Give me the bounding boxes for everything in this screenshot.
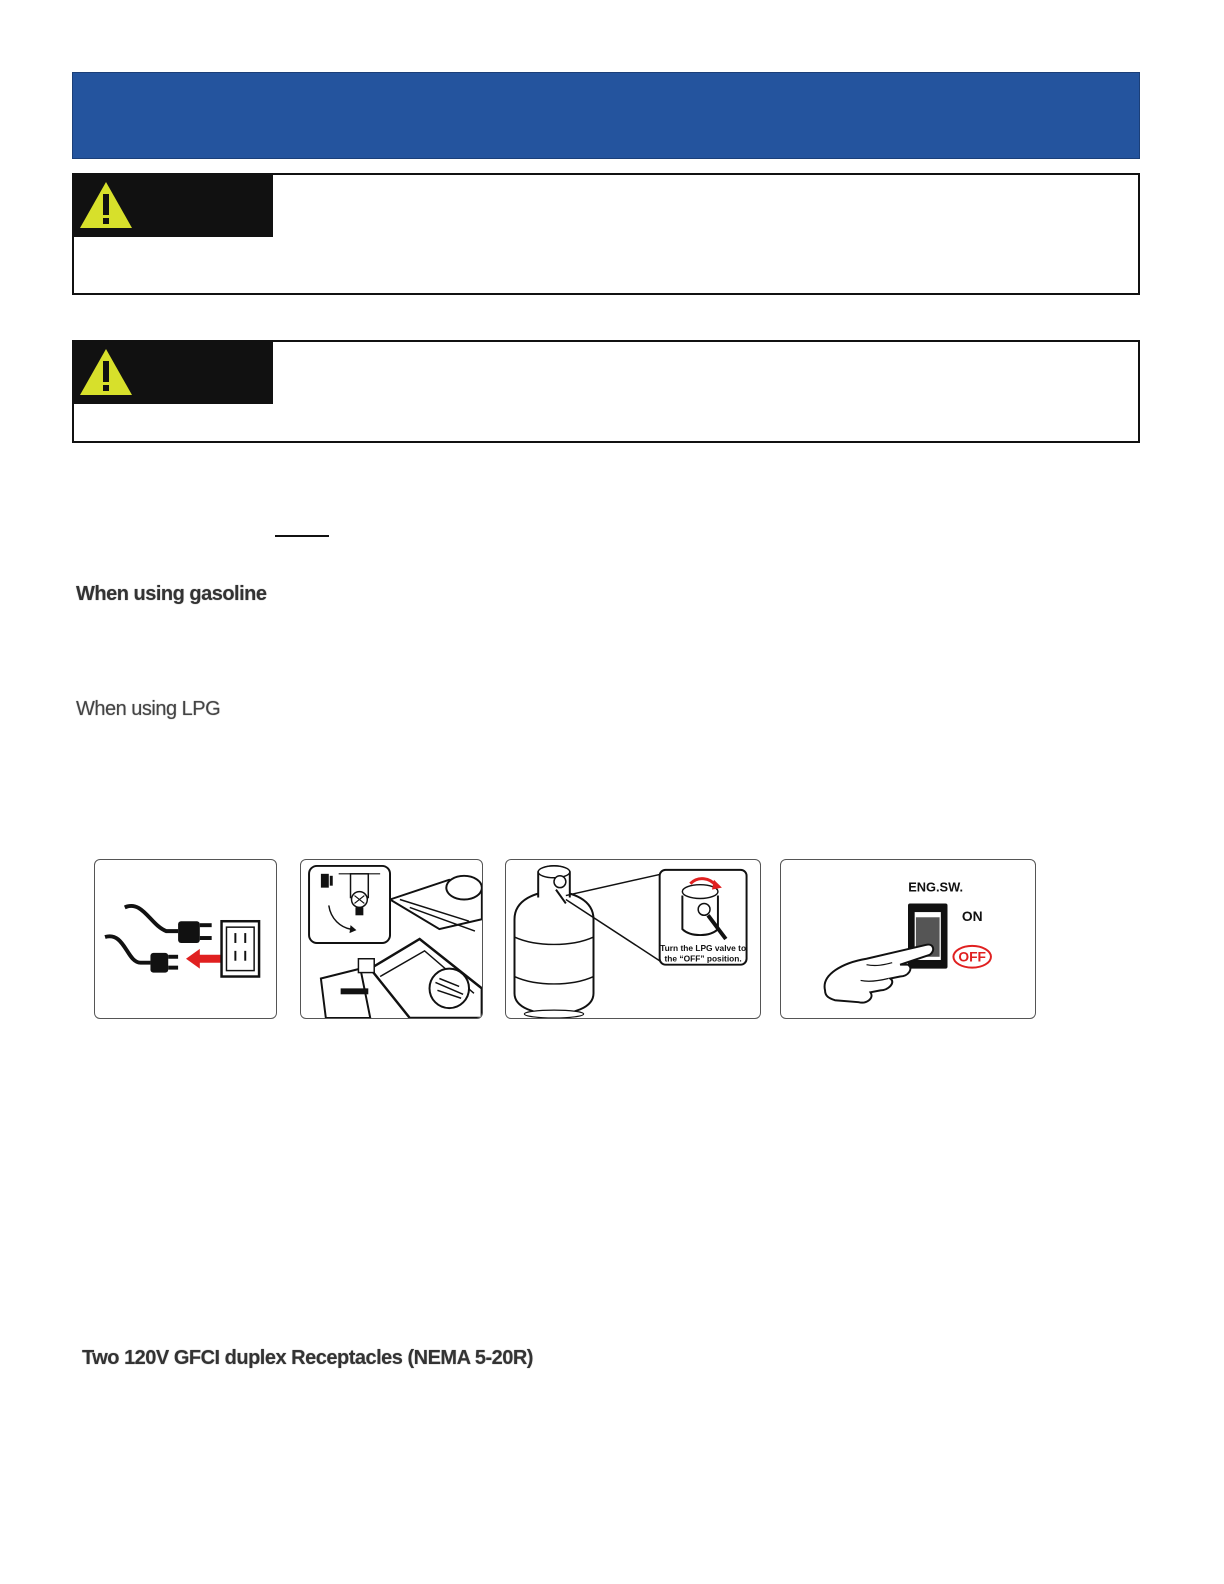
warning-triangle-icon: [78, 347, 134, 397]
warning-box-1: [72, 173, 1140, 295]
lpg-tank-illustration: [506, 860, 760, 1018]
underline-mark: [275, 535, 329, 537]
figure-engine-switch: [780, 859, 1036, 1019]
gasoline-heading: When using gasoline: [76, 583, 267, 605]
figure-fuel-valve: [300, 859, 483, 1019]
warning-tab: [74, 342, 273, 404]
switch-off-label: OFF: [958, 948, 986, 965]
figure-lpg-valve: [505, 859, 761, 1019]
engine-switch-illustration: [781, 860, 1035, 1018]
warning-triangle-icon: [78, 180, 134, 230]
receptacles-heading: Two 120V GFCI duplex Receptacles (NEMA 5-20R): [82, 1347, 533, 1369]
header-band: [72, 72, 1140, 159]
fuel-valve-illustration: [301, 860, 482, 1018]
unplug-illustration: [95, 860, 276, 1018]
warning-box-2: [72, 340, 1140, 443]
lpg-caption-line2: the “OFF” position.: [664, 953, 742, 964]
switch-on-label: ON: [961, 908, 983, 925]
figure-unplug-cords: [94, 859, 277, 1019]
lpg-heading: When using LPG: [76, 698, 221, 720]
warning-tab: [74, 175, 273, 237]
switch-title: ENG.SW.: [908, 879, 964, 895]
lpg-caption-line1: Turn the LPG valve to: [660, 942, 747, 953]
